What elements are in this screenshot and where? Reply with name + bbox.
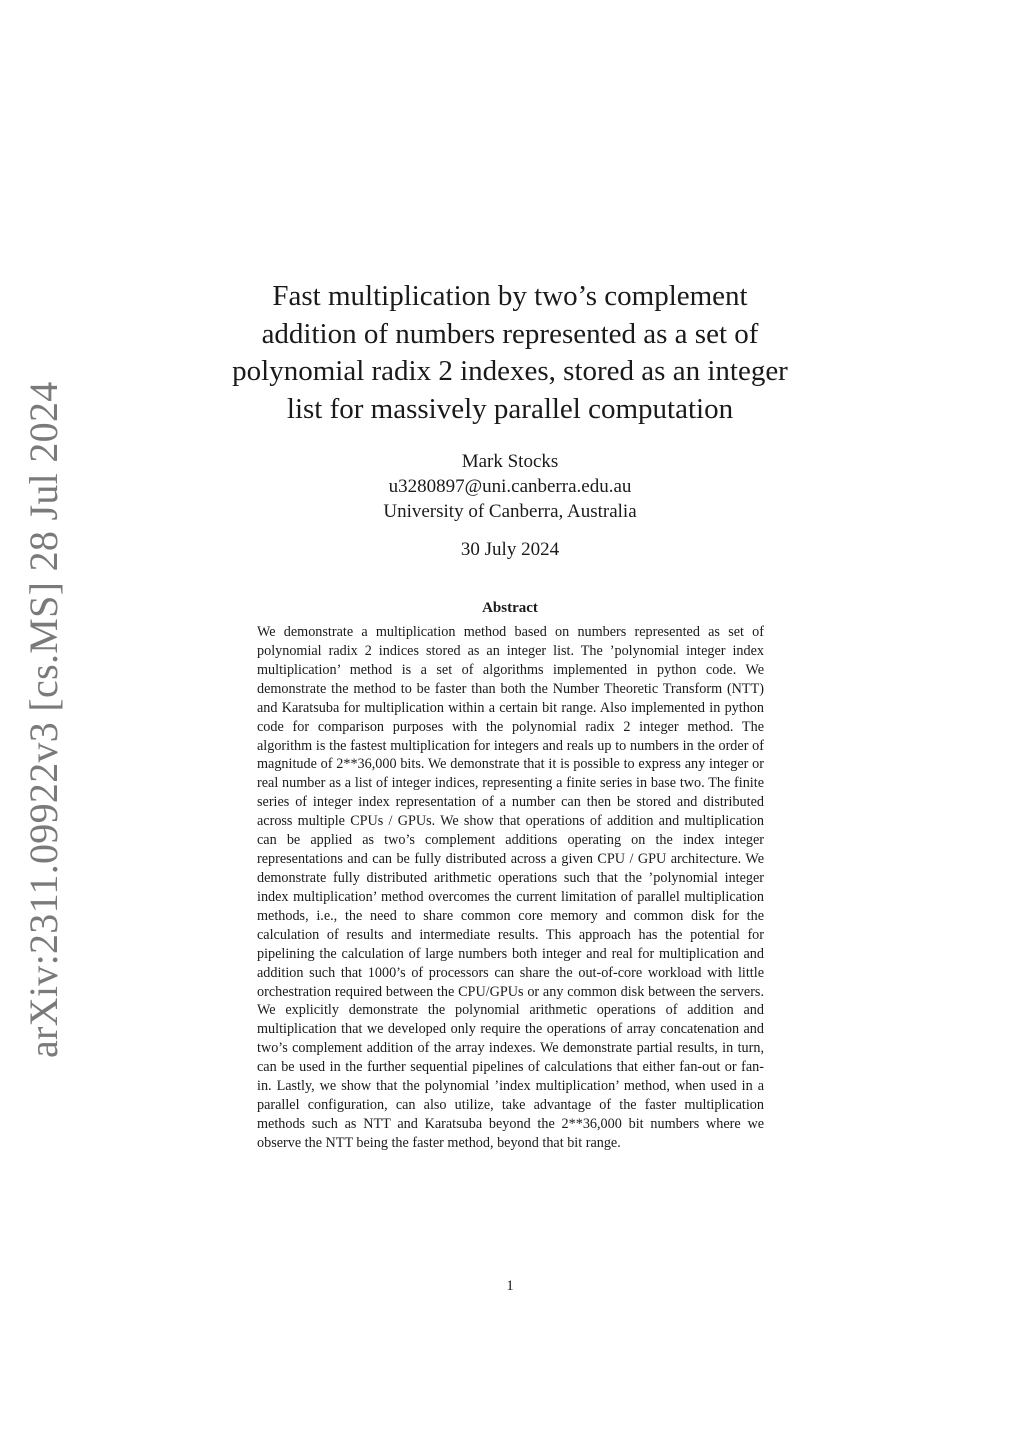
abstract-heading: Abstract	[482, 600, 538, 616]
author-email: u3280897@uni.canberra.edu.au	[388, 476, 632, 497]
title-line: polynomial radix 2 indexes, stored as an integer	[232, 355, 788, 387]
author-affiliation: University of Canberra, Australia	[383, 501, 637, 522]
publication-date: 30 July 2024	[460, 539, 560, 560]
arxiv-identifier-stamp: arXiv:2311.09922v3 [cs.MS] 28 Jul 2024	[21, 381, 66, 1058]
page-number: 1	[506, 1278, 514, 1294]
author-name: Mark Stocks	[461, 451, 559, 472]
paper-title	[200, 278, 820, 428]
author-block	[260, 449, 760, 524]
title-line: addition of numbers represented as a set of	[261, 317, 759, 350]
title-line: Fast multiplication by two’s complement	[272, 280, 748, 312]
title-block	[200, 278, 820, 428]
title-line: list for massively parallel computation	[286, 392, 734, 425]
abstract-text: We demonstrate a multiplication method based on numbers represented as set of polynomial radix 2 indices stored as an integer list. The ’polynomial integer index multiplication’ method is a set of algorithms implemented in python code. We demonstrate the method to be faster than both the Number Theoretic Transform (NTT) and Karatsuba for multiplication within a certain bit range. Also implemented in python code for comparison purposes with the polynomial radix 2 integer method. The algorithm is the fastest multiplication for integers and reals up to numbers in the order of magnitude of 2**36,000 bits. We demonstrate that it is possible to express any integer or real number as a list of integer indices, representing a finite series in base two. The finite series of integer index representation of a number can then be stored and distributed across multiple CPUs / GPUs. We show that operations of addition and multiplication can be applied as two’s complement additions operating on the index integer representations and can be fully distributed across a given CPU / GPU architecture. We demonstrate fully distributed arithmetic operations such that the ’polynomial integer index multiplication’ method overcomes the current limitation of parallel multiplication methods, i.e., the need to share common core memory and common disk for the calculation of results and intermediate results. This approach has the potential for pipelining the calculation of large numbers both integer and real for multiplication and addition such that 1000’s of processors can share the out-of-core workload with little orchestration required between the CPU/GPUs or any common disk between the servers. We explicitly demonstrate the polynomial arithmetic operations of addition and multiplication that we developed only require the operations of array concatenation and two’s complement addition of the array indexes. We demonstrate partial results, in turn, can be used in the further sequential pipelines of calculations that either fan-out or fan-in. Lastly, we show that the polynomial ’index multiplication’ method, when used in a parallel configuration, can also utilize, take advantage of the faster multiplication methods such as NTT and Karatsuba beyond the 2**36,000 bit numbers where we observe the NTT being the faster method, beyond that bit range.	[257, 624, 764, 1151]
